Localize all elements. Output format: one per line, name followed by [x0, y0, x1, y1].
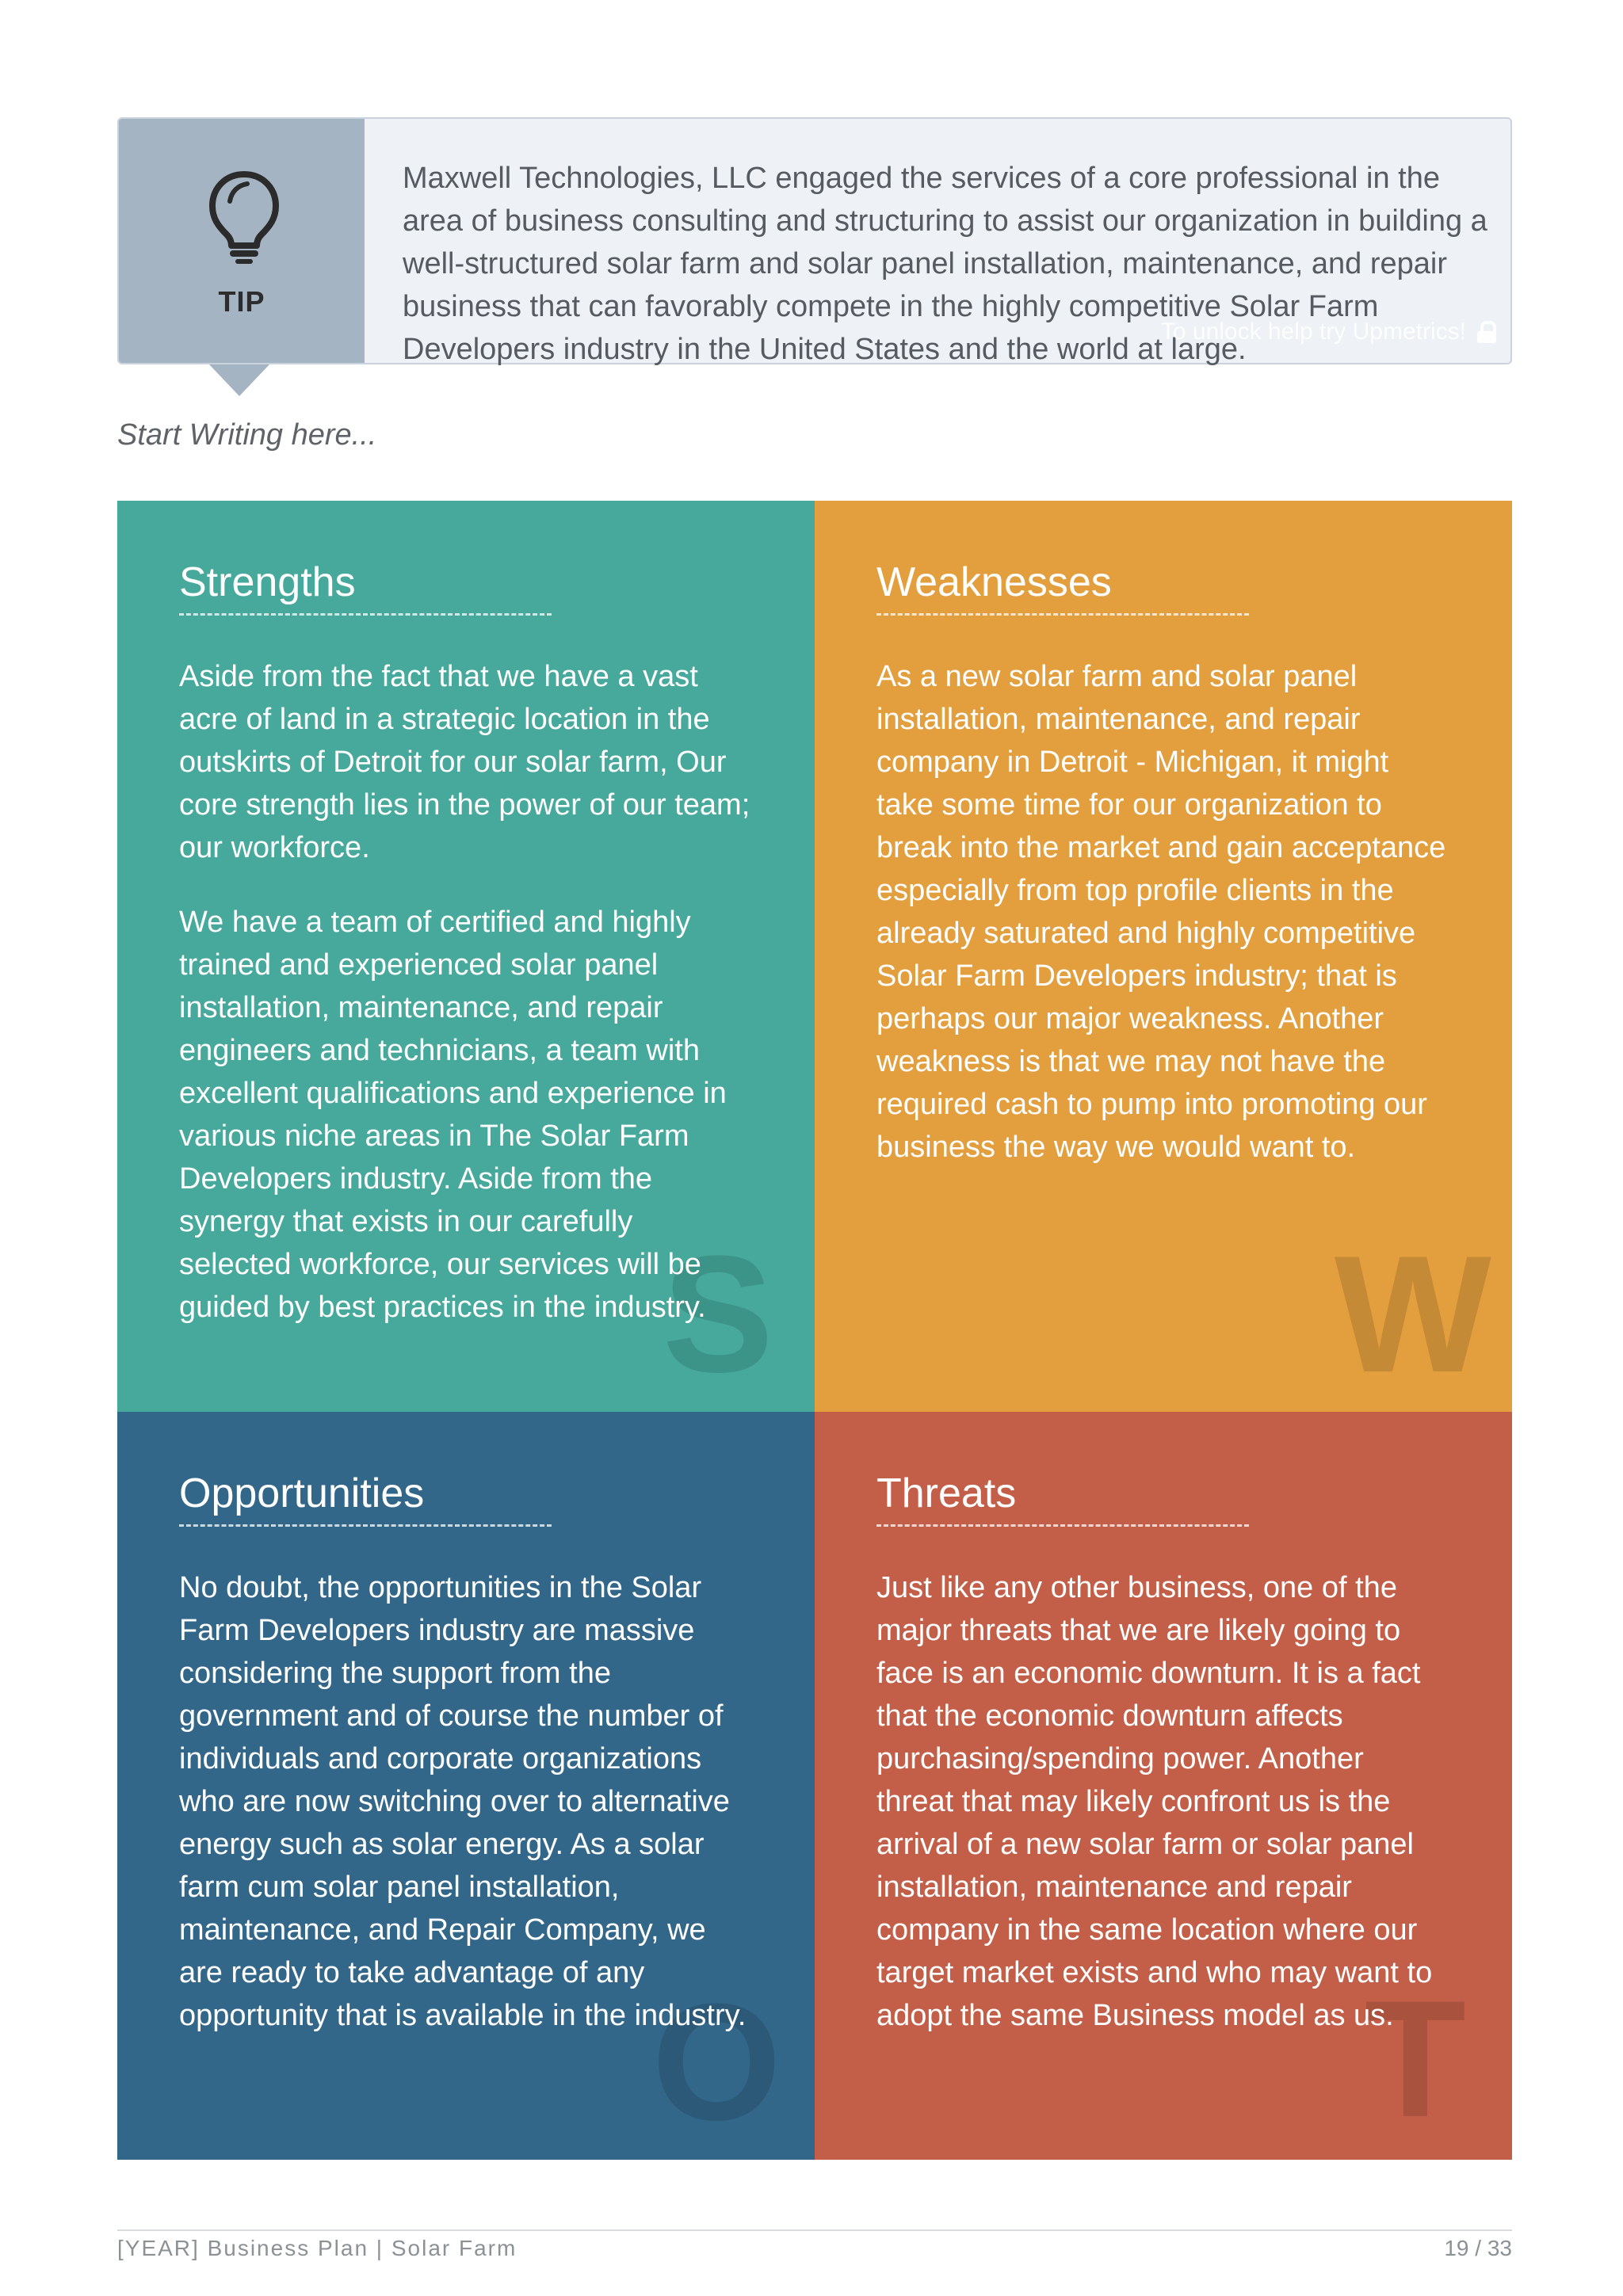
footer-divider — [117, 2229, 1512, 2231]
swot-threats — [815, 1412, 1512, 2160]
tip-sidebar — [119, 119, 365, 363]
footer-title: [YEAR] Business Plan | Solar Farm — [117, 2236, 517, 2260]
swot-weaknesses — [815, 501, 1512, 1412]
swot-grid — [117, 501, 1512, 2160]
swot-strengths — [117, 501, 815, 1412]
unlock-upmetrics-link[interactable] — [1161, 318, 1496, 345]
threats-paragraph: Just like any other business, one of the major threats that we are likely going to face is an economic downturn. It is a fact that the economic downturn affects purchasing/spending power. Another threat that may likely confront us is the arrival of a new solar farm or solar panel installation, maintenance and repair company in the same location where our target market exists and who may want to adopt the same Business model as us. — [876, 1571, 1433, 2032]
lightbulb-icon — [206, 170, 282, 265]
weaknesses-paragraph: As a new solar farm and solar panel installation, maintenance, and repair company in Detroit - Michigan, it might take some time for our organization to break into the market and gain acceptance especially from top profile clients in the already saturated and highly competitive Solar Farm Developers industry; that is perhaps our major weakness. Another weakness is that we may not have the required cash to pump into promoting our business the way we would want to. — [876, 660, 1446, 1164]
tip-pointer — [209, 364, 269, 396]
strengths-paragraph: Aside from the fact that we have a vast acre of land in a strategic location in the outskirts of Detroit for our solar farm, Our core strength lies in the power of our team; our workforce. — [179, 660, 750, 864]
threats-divider — [876, 1524, 1249, 1527]
opportunities-letter: O — [651, 1969, 781, 2155]
unlock-text: To unlock help try Upmetrics! — [1160, 318, 1466, 345]
opportunities-paragraph: No doubt, the opportunities in the Solar Farm Developers industry are massive considering the support from the government and of course the number of individuals and corporate organizations who are now switching over to alternative energy such as solar energy. As a solar farm cum solar panel installation, maintenance, and Repair Company, we are ready to take advantage of any opportunity that is available in the industry. — [179, 1571, 747, 2032]
strengths-divider — [179, 613, 552, 616]
opportunities-divider — [179, 1524, 552, 1527]
lock-icon — [1477, 321, 1496, 343]
strengths-title: Strengths — [179, 559, 356, 605]
page-number: 19 / 33 — [1444, 2236, 1512, 2260]
swot-opportunities — [117, 1412, 815, 2160]
start-writing-placeholder[interactable]: Start Writing here... — [117, 418, 377, 452]
weaknesses-title: Weaknesses — [876, 559, 1112, 605]
weaknesses-letter: W — [1334, 1221, 1491, 1407]
threats-letter: T — [1364, 1966, 1466, 2152]
threats-title: Threats — [876, 1470, 1017, 1516]
tip-text: Maxwell Technologies, LLC engaged the services of a core professional in the area of business consulting and structuring to assist our organization in building a well-structured solar farm and solar panel installation, maintenance, and repair business that can favorably compete in the highly competitive Solar Farm Developers industry in the United States and the world at large. — [403, 162, 1487, 366]
tip-box — [117, 117, 1512, 364]
strengths-letter: S — [662, 1221, 773, 1407]
tip-label: TIP — [218, 285, 265, 318]
opportunities-title: Opportunities — [179, 1470, 425, 1516]
weaknesses-divider — [876, 613, 1249, 616]
strengths-paragraph: We have a team of certified and highly trained and experienced solar panel installation, maintenance, and repair engineers and technicians, a team with excellent qualifications and experience in various niche areas in The Solar Farm Developers industry. Aside from the synergy that exists in our carefully selected workforce, our services will be guided by best practices in the industry. — [179, 906, 727, 1324]
